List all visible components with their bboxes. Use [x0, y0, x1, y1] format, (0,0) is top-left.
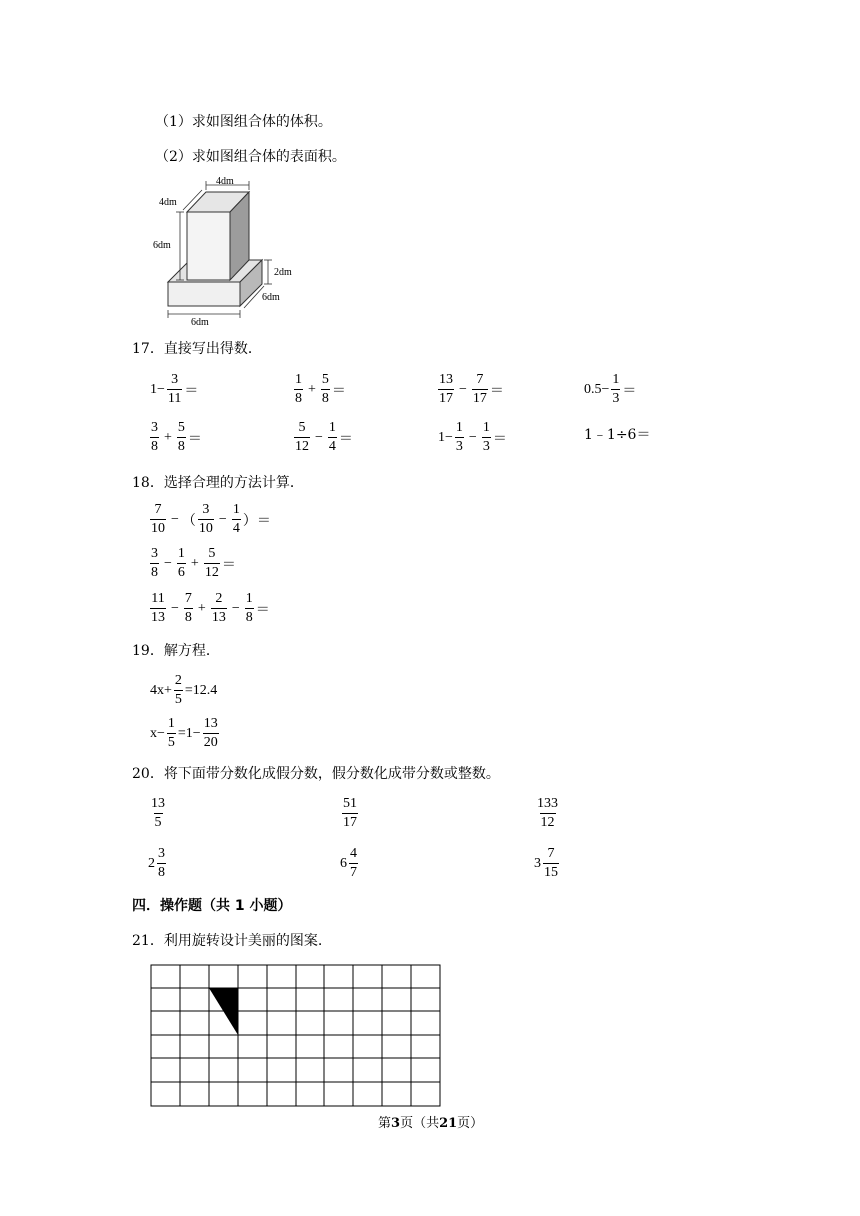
q18-expr-1: $\frac{7}{10}$ − （ $\frac{3}{10}$ − $\frac{1}{4}$ ） ＝ — [151, 502, 271, 536]
q19-title: 19．解方程． — [132, 643, 220, 659]
q18-title: 18．选择合理的方法计算． — [132, 475, 304, 491]
rotation-grid — [150, 964, 442, 1108]
q20-fraction-1: $\frac{13}{5}$ — [151, 796, 165, 830]
label-base-width: 6dm — [191, 317, 209, 328]
label-base-depth: 6dm — [262, 292, 280, 303]
q20-mixed-1: 2 $\frac{3}{8}$ — [148, 846, 165, 880]
label-height: 6dm — [153, 240, 171, 251]
q17-item-3: $\frac{13}{17}$ − $\frac{7}{17}$ ＝ — [439, 372, 504, 406]
composite-solid-figure — [150, 172, 310, 328]
q17-item-7: 1− $\frac{1}{3}$ − $\frac{1}{3}$ ＝ — [438, 420, 507, 454]
label-base-height: 2dm — [274, 267, 292, 278]
q20-fraction-3: $\frac{133}{12}$ — [537, 796, 558, 830]
label-top-width: 4dm — [216, 176, 234, 187]
q17-item-4: 0.5− $\frac{1}{3}$ ＝ — [584, 372, 637, 406]
q18-expr-3: $\frac{11}{13}$ − $\frac{7}{8}$ + $\frac{2}{13}$ − $\frac{1}{8}$ ＝ — [151, 591, 270, 625]
q17-title: 17．直接写出得数． — [132, 341, 262, 357]
q16-part2: （2）求如图组合体的表面积。 — [155, 149, 346, 165]
q20-fraction-2: $\frac{51}{17}$ — [343, 796, 357, 830]
q16-part1: （1）求如图组合体的体积。 — [155, 114, 332, 130]
q20-title: 20．将下面带分数化成假分数，假分数化成带分数或整数。 — [132, 766, 500, 782]
label-top-depth: 4dm — [159, 197, 177, 208]
q17-item-8: 1﹣1÷6＝ — [584, 427, 651, 443]
q17-item-1: 1− $\frac{3}{11}$ ＝ — [150, 372, 199, 406]
page-footer: 第3页（共21页） — [378, 1116, 484, 1131]
q20-mixed-3: 3 $\frac{7}{15}$ — [534, 846, 558, 880]
q17-item-2: $\frac{1}{8}$ + $\frac{5}{8}$ ＝ — [295, 372, 346, 406]
q19-equation-1: 4x+ $\frac{2}{5}$ =12.4 — [150, 673, 218, 707]
q17-item-5: $\frac{3}{8}$ + $\frac{5}{8}$ ＝ — [151, 420, 202, 454]
q21-title: 21．利用旋转设计美丽的图案. — [132, 933, 323, 949]
q20-mixed-2: 6 $\frac{4}{7}$ — [340, 846, 357, 880]
q18-expr-2: $\frac{3}{8}$ − $\frac{1}{6}$ + $\frac{5}{12}$ ＝ — [151, 546, 236, 580]
q17-item-6: $\frac{5}{12}$ − $\frac{1}{4}$ ＝ — [295, 420, 353, 454]
q19-equation-2: x− $\frac{1}{5}$ =1− $\frac{13}{20}$ — [150, 716, 218, 750]
section-4-heading: 四．操作题（共 1 小题） — [132, 898, 292, 914]
